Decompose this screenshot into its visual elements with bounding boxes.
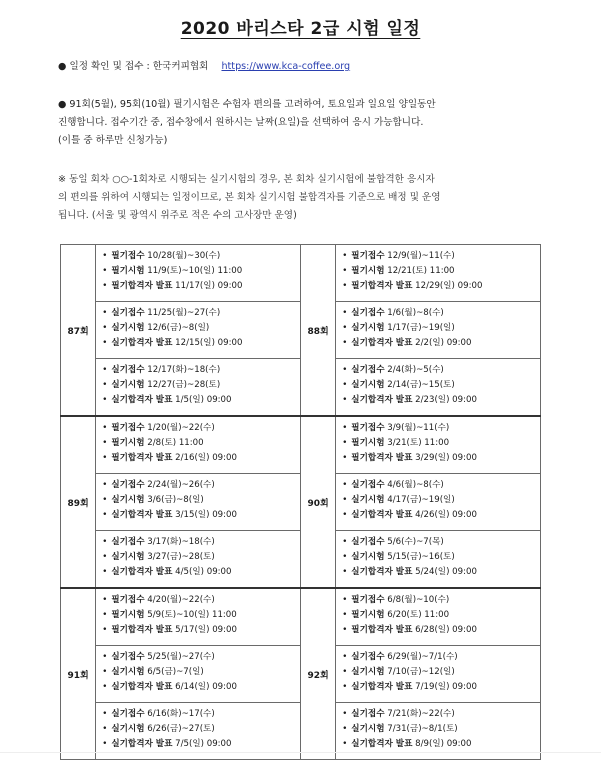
schedule-item (342, 321, 536, 336)
note-line: (이틀 중 하루만 신청가능) (58, 135, 168, 146)
exam-schedule-table (60, 244, 541, 760)
schedule-item-label: 필기합격자 발표 (111, 281, 173, 291)
schedule-item-label: 실기시험 (111, 323, 145, 333)
schedule-item-label: 실기시험 (351, 323, 385, 333)
schedule-item-date: 6/20(토) 11:00 (387, 610, 450, 620)
note-line: ● 91회(5월), 95회(10월) 필기시험은 수험자 편의를 고려하여, 토요일과 일요일 양일동안 (58, 99, 436, 110)
schedule-item (102, 336, 296, 351)
schedule-item (342, 493, 536, 508)
schedule-item (342, 707, 536, 722)
schedule-item-date: 6/5(금)~7(일) (147, 667, 204, 677)
schedule-item-label: 실기접수 (351, 652, 385, 662)
schedule-item-date: 4/17(금)~19(일) (387, 495, 455, 505)
schedule-item-date: 6/29(월)~7/1(수) (387, 652, 458, 662)
schedule-item (342, 306, 536, 321)
schedule-item (102, 321, 296, 336)
schedule-item-label: 실기시험 (111, 495, 145, 505)
schedule-item-label: 필기합격자 발표 (351, 453, 413, 463)
left-schedule-cell (96, 245, 301, 302)
schedule-item (342, 336, 536, 351)
schedule-item-date: 3/29(일) 09:00 (415, 453, 477, 463)
round-label: 91회 (61, 588, 96, 760)
schedule-item-label: 실기시험 (351, 380, 385, 390)
schedule-item (342, 421, 536, 436)
schedule-item (102, 707, 296, 722)
schedule-item-date: 4/20(월)~22(수) (147, 595, 215, 605)
schedule-item-date: 10/28(월)~30(수) (147, 251, 221, 261)
contact-paragraph (58, 58, 558, 76)
schedule-item (102, 593, 296, 608)
schedule-item (102, 421, 296, 436)
schedule-item (342, 737, 536, 752)
schedule-item (102, 478, 296, 493)
schedule-item-date: 11/9(토)~10(일) 11:00 (147, 266, 243, 276)
schedule-item (342, 436, 536, 451)
schedule-list (342, 650, 536, 695)
left-schedule-cell (96, 531, 301, 589)
schedule-item (342, 264, 536, 279)
schedule-row (61, 416, 541, 474)
schedule-item (102, 436, 296, 451)
schedule-item (342, 550, 536, 565)
schedule-item-label: 실기시험 (351, 667, 385, 677)
document-title: 2020 바리스타 2급 시험 일정 (180, 19, 421, 39)
schedule-item-label: 실기시험 (111, 552, 145, 562)
schedule-item-label: 실기합격자 발표 (111, 682, 173, 692)
schedule-item-label: 필기합격자 발표 (111, 625, 173, 635)
schedule-item-date: 1/6(월)~8(수) (387, 308, 444, 318)
schedule-item-label: 실기시험 (111, 724, 145, 734)
right-schedule-cell (336, 703, 541, 760)
kca-website-link[interactable]: https://www.kca-coffee.org (221, 61, 351, 72)
schedule-item-date: 1/5(일) 09:00 (175, 395, 232, 405)
schedule-item-date: 2/23(일) 09:00 (415, 395, 477, 405)
schedule-item-date: 6/28(일) 09:00 (415, 625, 477, 635)
schedule-item-label: 실기합격자 발표 (351, 395, 413, 405)
schedule-item-date: 4/5(일) 09:00 (175, 567, 232, 577)
schedule-item-date: 5/15(금)~16(토) (387, 552, 455, 562)
schedule-item (102, 363, 296, 378)
schedule-item (342, 451, 536, 466)
schedule-item-date: 12/15(일) 09:00 (175, 338, 243, 348)
schedule-item (102, 393, 296, 408)
note-line: 진행합니다. 접수기간 중, 접수창에서 원하시는 날짜(요일)을 선택하여 응시 가능합니다. (58, 117, 424, 128)
schedule-item-date: 1/17(금)~19(일) (387, 323, 455, 333)
schedule-item-label: 실기접수 (111, 652, 145, 662)
schedule-item (342, 478, 536, 493)
schedule-item-label: 실기접수 (111, 537, 145, 547)
schedule-item-date: 3/17(화)~18(수) (147, 537, 215, 547)
left-schedule-cell (96, 646, 301, 703)
schedule-item-date: 7/31(금)~8/1(토) (387, 724, 458, 734)
schedule-item-label: 필기접수 (351, 423, 385, 433)
schedule-list (102, 249, 296, 294)
schedule-item (102, 451, 296, 466)
schedule-item-label: 필기시험 (111, 438, 145, 448)
schedule-item-label: 필기합격자 발표 (111, 453, 173, 463)
schedule-item-label: 실기합격자 발표 (351, 567, 413, 577)
note-line: 됩니다. (서울 및 광역시 위주로 적은 수의 고사장만 운영) (58, 210, 297, 221)
schedule-item-label: 필기합격자 발표 (351, 625, 413, 635)
schedule-item-date: 7/19(일) 09:00 (415, 682, 477, 692)
schedule-item-date: 1/20(월)~22(수) (147, 423, 215, 433)
schedule-row (61, 588, 541, 646)
schedule-item-date: 2/4(화)~5(수) (387, 365, 444, 375)
schedule-item-label: 실기합격자 발표 (111, 395, 173, 405)
schedule-item-date: 11/17(일) 09:00 (175, 281, 243, 291)
schedule-item-label: 필기시험 (111, 266, 145, 276)
schedule-item-date: 7/5(일) 09:00 (175, 739, 232, 749)
schedule-item-date: 12/21(토) 11:00 (387, 266, 455, 276)
schedule-item-label: 실기합격자 발표 (111, 510, 173, 520)
schedule-list (342, 306, 536, 351)
schedule-item-label: 필기접수 (111, 251, 145, 261)
schedule-item-date: 4/26(일) 09:00 (415, 510, 477, 520)
schedule-list (102, 306, 296, 351)
schedule-item-label: 필기접수 (351, 251, 385, 261)
schedule-item-label: 실기접수 (351, 537, 385, 547)
round-label: 87회 (61, 245, 96, 417)
schedule-item-date: 2/8(토) 11:00 (147, 438, 204, 448)
schedule-item (342, 593, 536, 608)
schedule-item (102, 722, 296, 737)
left-schedule-cell (96, 588, 301, 646)
schedule-item (102, 680, 296, 695)
round-label: 92회 (300, 588, 335, 760)
schedule-item (102, 249, 296, 264)
schedule-item (102, 279, 296, 294)
schedule-item (342, 565, 536, 580)
schedule-item-date: 12/6(금)~8(일) (147, 323, 210, 333)
schedule-item (102, 608, 296, 623)
schedule-list (102, 421, 296, 466)
schedule-item-label: 실기합격자 발표 (351, 510, 413, 520)
schedule-item-date: 3/27(금)~28(토) (147, 552, 215, 562)
schedule-list (102, 478, 296, 523)
schedule-item-date: 12/29(일) 09:00 (415, 281, 483, 291)
page-divider (0, 752, 601, 753)
schedule-item (102, 508, 296, 523)
schedule-item-label: 필기접수 (111, 423, 145, 433)
schedule-item-date: 4/6(월)~8(수) (387, 480, 444, 490)
schedule-item-label: 실기시험 (111, 380, 145, 390)
schedule-item (342, 665, 536, 680)
schedule-item-date: 7/21(화)~22(수) (387, 709, 455, 719)
right-schedule-cell (336, 359, 541, 417)
schedule-item (342, 393, 536, 408)
schedule-item-date: 5/24(일) 09:00 (415, 567, 477, 577)
schedule-row (61, 245, 541, 302)
schedule-list (102, 650, 296, 695)
bullet: ● (58, 61, 67, 72)
schedule-list (102, 707, 296, 752)
note-line: ※ 동일 회차 ○○-1회차로 시행되는 실기시험의 경우, 본 회차 실기시험에 불합격한 응시자 (58, 174, 435, 185)
schedule-item-label: 실기접수 (351, 480, 385, 490)
schedule-list (342, 363, 536, 408)
schedule-item-date: 5/17(일) 09:00 (175, 625, 237, 635)
schedule-item-label: 필기시험 (351, 266, 385, 276)
schedule-item (102, 306, 296, 321)
schedule-item-label: 실기접수 (111, 480, 145, 490)
schedule-item (342, 722, 536, 737)
schedule-item-date: 5/6(수)~7(목) (387, 537, 444, 547)
schedule-item (342, 650, 536, 665)
schedule-item (102, 493, 296, 508)
schedule-item-date: 6/16(화)~17(수) (147, 709, 215, 719)
schedule-item-date: 3/9(월)~11(수) (387, 423, 450, 433)
schedule-item-label: 실기시험 (111, 667, 145, 677)
schedule-item-label: 실기합격자 발표 (111, 567, 173, 577)
schedule-item-label: 실기접수 (111, 308, 145, 318)
schedule-item-date: 2/14(금)~15(토) (387, 380, 455, 390)
schedule-item-date: 11/25(월)~27(수) (147, 308, 221, 318)
right-schedule-cell (336, 245, 541, 302)
left-schedule-cell (96, 302, 301, 359)
schedule-item (102, 378, 296, 393)
schedule-item (102, 264, 296, 279)
schedule-item-date: 3/21(토) 11:00 (387, 438, 450, 448)
schedule-item-date: 12/9(월)~11(수) (387, 251, 455, 261)
schedule-item-label: 필기합격자 발표 (351, 281, 413, 291)
schedule-item-label: 실기합격자 발표 (351, 739, 413, 749)
right-schedule-cell (336, 531, 541, 589)
schedule-item (342, 623, 536, 638)
schedule-item (342, 680, 536, 695)
schedule-item (102, 535, 296, 550)
schedule-item-date: 12/27(금)~28(토) (147, 380, 221, 390)
schedule-list (342, 535, 536, 580)
schedule-list (342, 707, 536, 752)
left-schedule-cell (96, 474, 301, 531)
schedule-item-label: 실기접수 (351, 308, 385, 318)
schedule-item-label: 실기합격자 발표 (111, 338, 173, 348)
schedule-item-date: 12/17(화)~18(수) (147, 365, 221, 375)
schedule-item-label: 실기접수 (351, 709, 385, 719)
schedule-item-label: 실기시험 (351, 552, 385, 562)
schedule-item (102, 737, 296, 752)
schedule-item-label: 필기접수 (351, 595, 385, 605)
schedule-list (342, 593, 536, 638)
right-schedule-cell (336, 646, 541, 703)
schedule-item-label: 실기합격자 발표 (111, 739, 173, 749)
left-schedule-cell (96, 703, 301, 760)
schedule-item-label: 실기접수 (111, 709, 145, 719)
schedule-item-date: 3/6(금)~8(일) (147, 495, 204, 505)
schedule-item-date: 3/15(일) 09:00 (175, 510, 237, 520)
schedule-item-date: 6/26(금)~27(토) (147, 724, 215, 734)
schedule-list (342, 478, 536, 523)
schedule-item-label: 필기시험 (351, 610, 385, 620)
schedule-item (342, 279, 536, 294)
note-line: 의 편의를 위하여 시행되는 일정이므로, 본 회차 실기시험 불합격자를 기준으로 배정 및 운영 (58, 192, 441, 203)
schedule-item-label: 실기접수 (111, 365, 145, 375)
round-label: 88회 (300, 245, 335, 417)
schedule-item (102, 550, 296, 565)
schedule-item-label: 실기합격자 발표 (351, 682, 413, 692)
schedule-item (102, 665, 296, 680)
schedule-list (342, 249, 536, 294)
schedule-item-label: 실기합격자 발표 (351, 338, 413, 348)
schedule-item-date: 6/8(월)~10(수) (387, 595, 450, 605)
left-schedule-cell (96, 416, 301, 474)
schedule-item (342, 508, 536, 523)
schedule-item-label: 필기시험 (351, 438, 385, 448)
schedule-item (342, 608, 536, 623)
schedule-item-date: 5/25(월)~27(수) (147, 652, 215, 662)
schedule-list (102, 363, 296, 408)
weekend-exam-note (58, 96, 558, 150)
schedule-item-date: 8/9(일) 09:00 (415, 739, 472, 749)
schedule-item (342, 535, 536, 550)
schedule-item-label: 필기시험 (111, 610, 145, 620)
schedule-item (342, 378, 536, 393)
right-schedule-cell (336, 302, 541, 359)
schedule-item-label: 필기접수 (111, 595, 145, 605)
schedule-item-label: 실기시험 (351, 495, 385, 505)
round-label: 90회 (300, 416, 335, 588)
schedule-item-date: 2/2(일) 09:00 (415, 338, 472, 348)
left-schedule-cell (96, 359, 301, 417)
schedule-item-date: 7/10(금)~12(일) (387, 667, 455, 677)
round-label: 89회 (61, 416, 96, 588)
schedule-item (102, 565, 296, 580)
schedule-item-date: 6/14(일) 09:00 (175, 682, 237, 692)
schedule-list (102, 593, 296, 638)
schedule-item (342, 363, 536, 378)
schedule-item (342, 249, 536, 264)
schedule-item (102, 623, 296, 638)
schedule-item (102, 650, 296, 665)
right-schedule-cell (336, 474, 541, 531)
retake-exam-note (58, 171, 558, 225)
schedule-list (102, 535, 296, 580)
contact-text: 일정 확인 및 접수 : 한국커피협회 (69, 61, 209, 72)
right-schedule-cell (336, 416, 541, 474)
schedule-item-date: 5/9(토)~10(일) 11:00 (147, 610, 237, 620)
schedule-item-label: 실기시험 (351, 724, 385, 734)
schedule-list (342, 421, 536, 466)
schedule-item-label: 실기접수 (351, 365, 385, 375)
right-schedule-cell (336, 588, 541, 646)
schedule-item-date: 2/24(월)~26(수) (147, 480, 215, 490)
schedule-item-date: 2/16(일) 09:00 (175, 453, 237, 463)
